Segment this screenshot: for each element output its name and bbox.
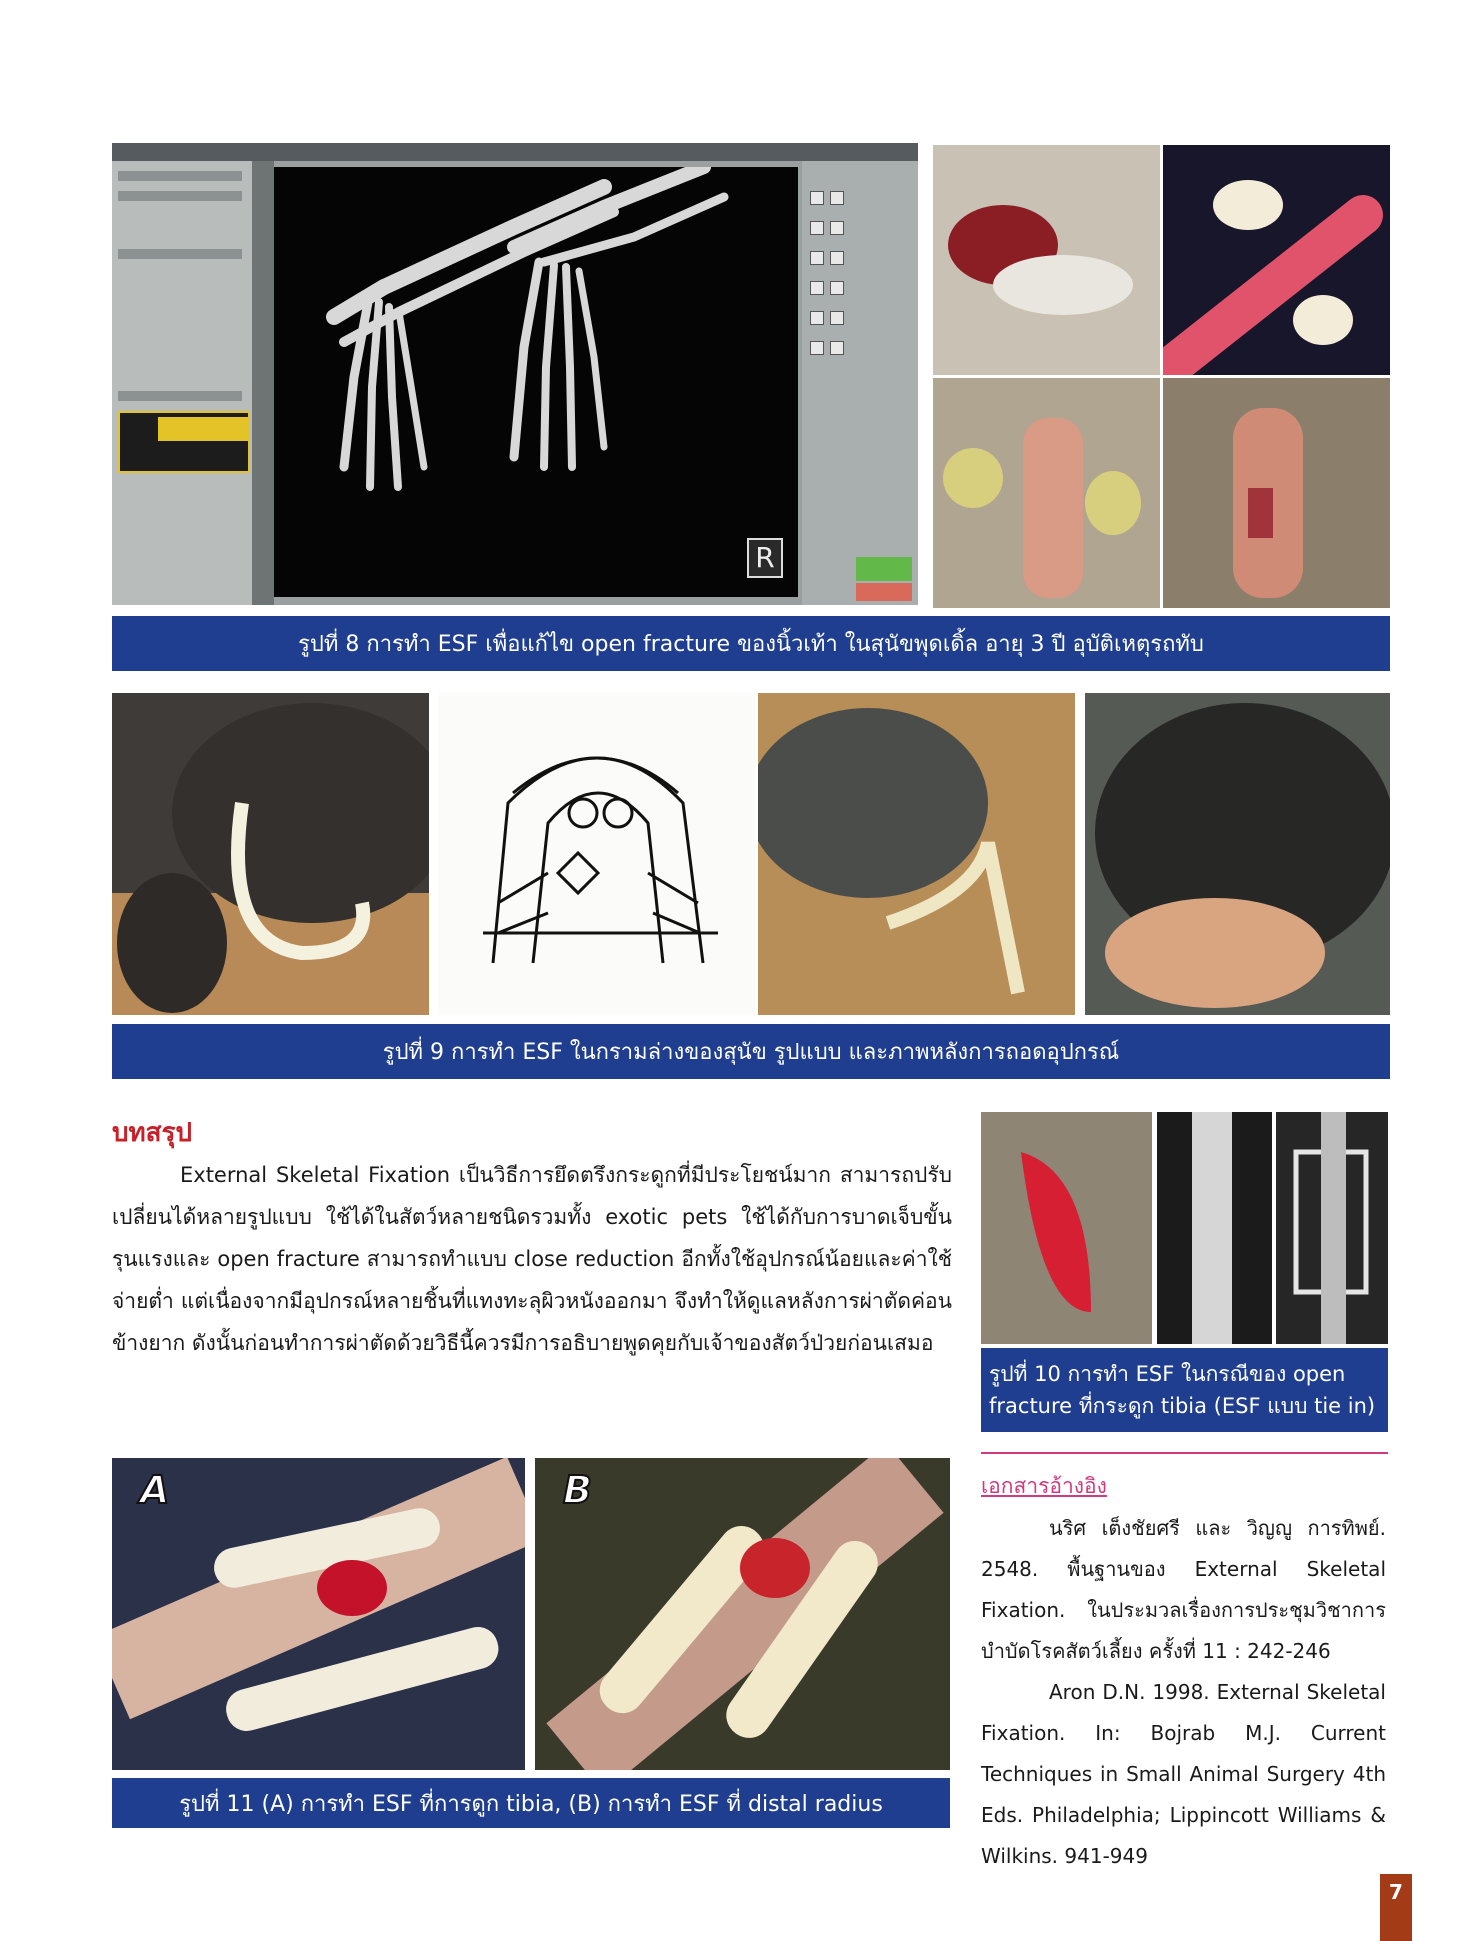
xray-tibia-ap [1157,1112,1272,1344]
photo-toe-wound [933,145,1160,375]
xray-side-marker: R [747,538,783,578]
photo-dog-jaw-fixator [112,693,429,1015]
viewer-red-button [856,583,912,601]
references-list [981,1508,1386,1877]
figure-10-caption [981,1348,1388,1432]
figure-10-caption-line1: รูปที่ 10 การทำ ESF ในกรณีของ open [989,1362,1346,1386]
xray-tibia-fixator [1276,1112,1388,1344]
figure-8-caption: รูปที่ 8 การทำ ESF เพื่อแก้ไข open fracture ของนิ้วเท้า ในสุนัขพุดเดิ้ล อายุ 3 ปี อุบัติเหตุรถทับ [112,616,1390,671]
figure-11-caption: รูปที่ 11 (A) การทำ ESF ที่การดูก tibia, (B) การทำ ESF ที่ distal radius [112,1778,950,1828]
photo-dog-with-hand [1085,693,1390,1015]
reference-item [981,1508,1386,1672]
reference-2: Aron D.N. 1998. External Skeletal Fixation. In: Bojrab M.J. Current Techniques in Small Animal Surgery 4th Eds. Philadelphia; Lippincott Williams & Wilkins. 941-949 [981,1680,1386,1868]
photo-esf-fixator-applied [933,378,1160,608]
viewer-green-button [856,557,912,581]
photo-tibia-open-wound [981,1112,1152,1344]
viewer-toolbox [802,161,918,605]
panel-label-b: B [563,1468,592,1512]
diagram-mandible-esf [438,693,755,1015]
references-divider [981,1452,1388,1454]
photo-dog-after-removal [758,693,1075,1015]
photo-healed-toe [1163,378,1390,608]
xray-viewer-screenshot [112,143,918,605]
viewer-side-strip [252,161,274,605]
photo-radius-esf [535,1458,950,1770]
references-heading: เอกสารอ้างอิง [981,1474,1107,1498]
figure-9-caption: รูปที่ 9 การทำ ESF ในกรามล่างของสุนัข รูปแบบ และภาพหลังการถอดอุปกรณ์ [112,1024,1390,1079]
conclusion-paragraph: External Skeletal Fixation เป็นวิธีการยึดตรึงกระดูกที่มีประโยชน์มาก สามารถปรับเปลี่ยนได้หลายรูปแบบ ใช้ได้ในสัตว์หลายชนิดรวมทั้ง exotic pets ใช้ได้กับการบาดเจ็บขั้นรุนแรงและ open fracture สามารถทำแบบ close reduction อีกทั้งใช้อุปกรณ์น้อยและค่าใช้จ่ายต่ำ แต่เนื่องจากมีอุปกรณ์หลายชิ้นที่แทงทะลุผิวหนังออกมา จึงทำให้ดูแลหลังการผ่าตัดค่อนข้างยาก ดังนั้นก่อนทำการผ่าตัดด้วยวิธีนี้ควรมีการอธิบายพูดคุยกับเจ้าของสัตว์ป่วยก่อนเสมอ [112,1163,952,1355]
page-number: 7 [1380,1874,1412,1941]
series-thumbnail [118,411,250,473]
reference-item [981,1672,1386,1877]
xray-image [274,167,798,597]
figure-10-caption-line2: fracture ที่กระดูก tibia (ESF แบบ tie in) [989,1394,1376,1418]
panel-label-a: A [140,1468,170,1512]
reference-1: นริศ เต็งชัยศรี และ วิญญู การทิพย์. 2548. พื้นฐานของ External Skeletal Fixation. ในประมวลเรื่องการประชุมวิชาการบำบัดโรคสัตว์เลี้ยง ครั้งที่ 11 : 242-246 [981,1516,1386,1663]
viewer-titlebar [112,143,918,161]
conclusion-heading: บทสรุป [112,1118,192,1148]
conclusion-body [112,1154,952,1364]
photo-esf-fixator-red-limb [1163,145,1390,375]
viewer-left-panel [112,161,252,605]
photo-tibia-esf [112,1458,525,1770]
